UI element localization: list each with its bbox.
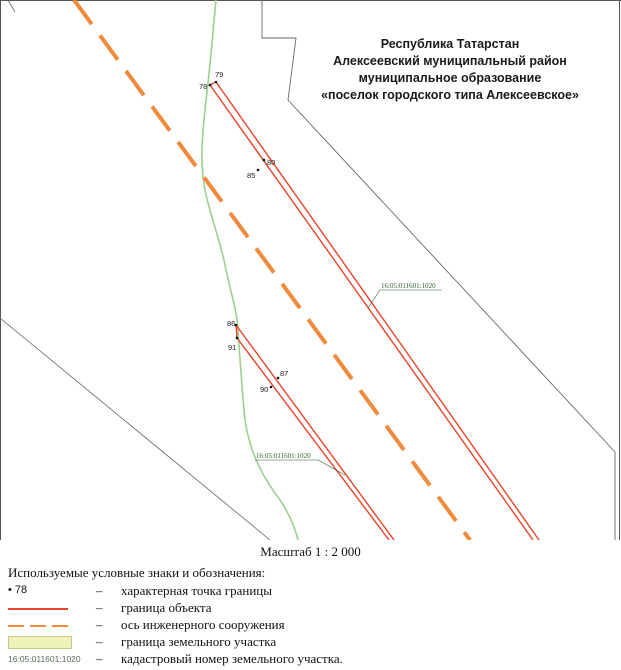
label-point-91: 91	[228, 343, 237, 352]
legend-row-axis	[8, 617, 608, 634]
cadastral-number-1: 16:05:011601:1020	[381, 282, 436, 290]
label-point-78: 78	[199, 82, 208, 91]
legend-row-object-boundary	[8, 600, 608, 617]
point-78	[209, 84, 212, 87]
legend-symbol-point	[8, 583, 88, 600]
legend-text-axis: ось инженерного сооружения	[121, 617, 285, 632]
legend-dash: –	[96, 583, 103, 598]
title-settlement: «поселок городского типа Алексеевское»	[321, 88, 579, 102]
title-municipality: муниципальное образование	[358, 71, 542, 85]
legend-text-object-boundary: граница объекта	[121, 600, 212, 615]
point-marker-sample: • 78	[8, 584, 28, 596]
legend-title: Используемые условные знаки и обозначения:	[8, 565, 266, 580]
parcel-line-left	[8, 0, 15, 12]
cadastral-sample: 16:05:011601:1020	[8, 654, 81, 664]
legend-symbol-cadastral	[8, 651, 88, 668]
object-boundary-upper	[210, 82, 539, 540]
legend	[8, 583, 608, 668]
point-90	[270, 386, 273, 389]
legend-text-parcel-boundary: граница земельного участка	[121, 634, 277, 649]
point-85	[257, 169, 260, 172]
legend-text-point: характерная точка границы	[121, 583, 272, 598]
legend-dash: –	[96, 651, 103, 666]
legend-row-cadastral	[8, 651, 608, 668]
label-point-80: 80	[267, 158, 276, 167]
point-87	[277, 377, 280, 380]
point-91	[236, 337, 239, 340]
legend-dash: –	[96, 634, 103, 649]
label-point-86: 86	[227, 319, 236, 328]
cadastral-number-2: 16:05:011601:1020	[256, 452, 311, 460]
point-79	[215, 81, 218, 84]
label-point-90: 90	[260, 385, 269, 394]
legend-text-cadastral: кадастровый номер земельного участка.	[121, 651, 343, 666]
legend-dash: –	[96, 617, 103, 632]
label-point-79: 79	[215, 70, 224, 79]
label-point-87: 87	[280, 369, 289, 378]
map-title	[300, 36, 600, 104]
legend-dash: –	[96, 600, 103, 615]
object-boundary-lower	[236, 325, 394, 540]
legend-symbol-green-box	[8, 634, 88, 651]
title-district: Алексеевский муниципальный район	[333, 54, 567, 68]
legend-symbol-red-line	[8, 600, 88, 617]
point-80	[263, 159, 266, 162]
title-region: Республика Татарстан	[380, 37, 520, 51]
legend-row-parcel-boundary	[8, 634, 608, 651]
map-scale: Масштаб 1 : 2 000	[260, 544, 361, 559]
legend-symbol-dashed-line	[8, 617, 88, 634]
legend-row-point	[8, 583, 608, 600]
label-point-85: 85	[247, 171, 256, 180]
